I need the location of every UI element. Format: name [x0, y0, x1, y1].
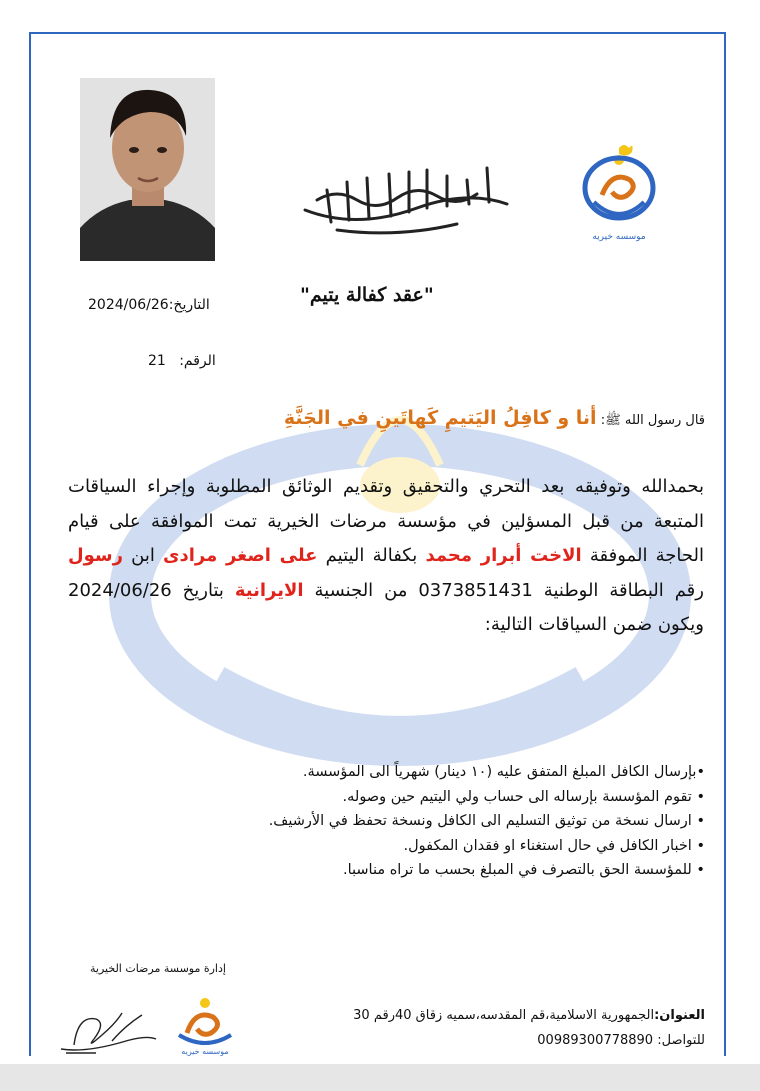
- charity-logo: [572, 140, 667, 250]
- term-item: • ارسال نسخة من توثيق التسليم الى الكافل ونسخة تحفظ في الأرشيف.: [268, 813, 705, 829]
- contract-body: [68, 470, 704, 643]
- svg-text:موسسه خیریه: موسسه خیریه: [592, 232, 646, 242]
- address-label: العنوان:: [654, 1008, 705, 1023]
- terms-list: [105, 760, 705, 883]
- body-text-1: بحمدالله وتوفيقه بعد التحري والتحقيق وتقديم الوثائق المطلوبة وإجراء السياقات المتبعة من قبل المسؤلين في مؤسسة مرضات الخيرية تمت الموافقة على قيام الحاجة الموفقة: [68, 476, 704, 566]
- body-text-5: بتاريخ: [182, 579, 224, 601]
- contract-date: [88, 297, 210, 313]
- contract-title: "عقد كفالة يتيم": [300, 284, 434, 306]
- number-value: 21: [148, 353, 166, 369]
- term-item: • تقوم المؤسسة بإرساله الى حساب ولي اليتيم حين وصوله.: [342, 788, 705, 805]
- hadith-quote: أنا و كافِلُ اليَتيمِ كَهاتَينِ في الجَنَّةِ: [283, 407, 597, 429]
- nationality: الايرانية: [234, 579, 304, 601]
- body-text-3: ابن: [131, 545, 155, 566]
- number-label: الرقم:: [179, 353, 216, 369]
- address-value: الجمهورية الاسلامية،قم المقدسه،سميه زقاق 40رقم 30: [353, 1008, 655, 1023]
- address-line: [353, 1003, 705, 1028]
- father-name: رسول: [68, 545, 123, 566]
- management-label: إدارة موسسة مرضات الخيرية: [90, 962, 226, 975]
- contact-value: 00989300778890: [537, 1033, 654, 1048]
- contract-number: [148, 353, 216, 369]
- body-date: 2024/06/26: [68, 579, 172, 601]
- term-item: •بإرسال الكافل المبلغ المتفق عليه (١٠ دينار) شهرياً الى المؤسسة.: [302, 764, 705, 780]
- body-text-4: رقم البطاقة الوطنية 0373851431 من الجنسية: [314, 579, 704, 601]
- bottom-strip: [0, 1064, 760, 1091]
- date-label: التاريخ:: [168, 297, 210, 313]
- footer-address: [353, 1003, 705, 1053]
- body-text-6: ويكون ضمن السياقات التالية:: [484, 614, 704, 635]
- footer-logo: [165, 995, 245, 1057]
- signature: [56, 1005, 161, 1057]
- orphan-photo: [80, 78, 215, 261]
- contact-line: [353, 1028, 705, 1053]
- term-item: • اخبار الكافل في حال استغناء او فقدان المكفول.: [403, 837, 705, 854]
- bismillah-calligraphy: [297, 160, 515, 238]
- term-item: • للمؤسسة الحق بالتصرف في المبلغ بحسب ما تراه مناسبا.: [342, 862, 705, 878]
- sponsor-name: الاخت أبرار محمد: [425, 545, 582, 566]
- svg-text:موسسه خيريه: موسسه خيريه: [181, 1047, 229, 1056]
- hadith-intro: قال رسول الله ﷺ:: [600, 413, 705, 428]
- contact-label: للتواصل:: [657, 1033, 705, 1048]
- body-text-2: بكفالة اليتيم: [325, 545, 418, 566]
- date-value: 2024/06/26: [88, 297, 169, 313]
- orphan-name: على اصغر مرادى: [163, 545, 318, 566]
- hadith: [284, 407, 705, 431]
